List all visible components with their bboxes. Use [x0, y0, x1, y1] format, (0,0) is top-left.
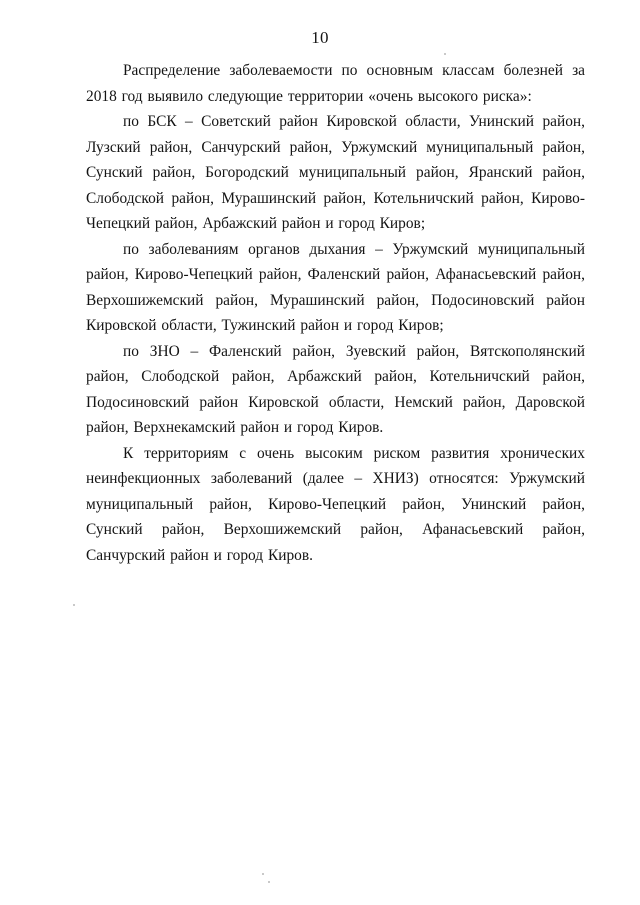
scan-speck	[268, 881, 270, 883]
paragraph-respiratory: по заболеваниям органов дыхания – Уржумский муниципальный район, Кирово-Чепецкий район, Фаленский район, Афанасьевский район, Верхошижемский район, Мурашинский район, Подосиновский район Кировской области, Тужинский район и город Киров;	[86, 240, 585, 334]
paragraph-bsk: по БСК – Советский район Кировской области, Унинский район, Лузский район, Санчурский район, Уржумский муниципальный район, Сунский район, Богородский муниципальный район, Яранский район, Слободской район, Мурашинский район, Котельничский район, Кирово-Чепецкий район, Арбажский район и город Киров;	[86, 113, 585, 232]
paragraph-intro: Распределение заболеваемости по основным классам болезней за 2018 год выявило следующие территории «очень высокого риска»:	[86, 62, 585, 105]
paragraph-hniz: К территориям с очень высоким риском развития хронических неинфекционных заболеваний (далее – ХНИЗ) относятся: Уржумский муниципальный район, Кирово-Чепецкий район, Унинский район, Сунский район, Верхошижемский район, Афанасьевский район, Санчурский район и город Киров.	[86, 444, 585, 564]
scan-speck	[262, 873, 264, 875]
page-number: 10	[311, 28, 329, 47]
paragraph-zno: по ЗНО – Фаленский район, Зуевский район, Вятскополянский район, Слободской район, Арбажский район, Котельничский район, Подосиновский район Кировской области, Немский район, Даровской район, Верхнекамский район и город Киров.	[86, 342, 585, 436]
document-body	[86, 58, 585, 568]
scan-speck	[444, 53, 446, 55]
scan-speck	[73, 604, 75, 606]
